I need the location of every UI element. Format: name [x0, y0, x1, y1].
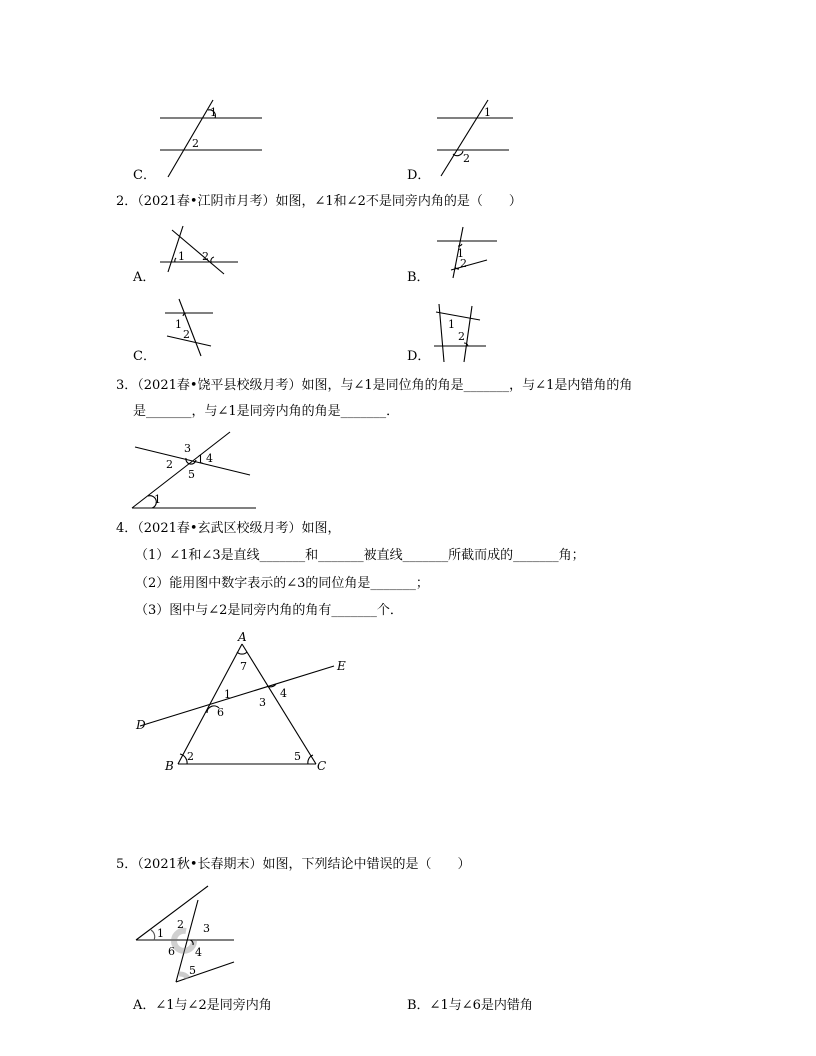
q3-angle-1-upper: 1: [197, 453, 204, 466]
q4-point-d: D: [136, 718, 146, 732]
q4-point-a: A: [238, 630, 247, 644]
q2c-angle-2: 2: [183, 328, 190, 341]
q4-point-e: E: [337, 659, 346, 673]
q3-figure: [130, 430, 260, 510]
q2-stem: 2．（2021春•江阴市月考）如图，∠1和∠2不是同旁内角的是（ ）: [116, 194, 522, 209]
q4-angle-4: 4: [280, 687, 287, 700]
q4-angle-6: 6: [217, 706, 224, 719]
q4-angle-2: 2: [187, 750, 194, 763]
q4-angle-1: 1: [224, 688, 231, 701]
q4-angle-7: 7: [240, 660, 247, 673]
q3-stem-line1: 3．（2021春•饶平县校级月考）如图，与∠1是同位角的角是_______，与∠1是内错角的角: [116, 378, 633, 393]
q5-angle-6: 6: [168, 945, 175, 958]
q4-sub3: （3）图中与∠2是同旁内角的角有_______个．: [135, 603, 403, 618]
q1-figure-c: [160, 98, 270, 178]
q4-sub1: （1）∠1和∠3是直线_______和_______被直线_______所截而成的_______角；: [135, 548, 585, 563]
q2-figure-c: [163, 298, 223, 358]
q5-angle-5: 5: [189, 964, 196, 977]
q2-figure-a: [158, 226, 240, 276]
q2-option-c[interactable]: C．: [133, 349, 156, 364]
q4-point-b: B: [165, 759, 174, 773]
q1-option-c[interactable]: C．: [133, 168, 156, 183]
q1d-angle-2: 2: [463, 152, 470, 165]
q1-option-d[interactable]: D．: [407, 168, 431, 183]
q4-angle-5: 5: [294, 750, 301, 763]
q2d-angle-1: 1: [448, 318, 455, 331]
q4-point-c: C: [317, 759, 327, 773]
q4-sub2: （2）能用图中数字表示的∠3的同位角是_______；: [135, 576, 429, 591]
q5-option-a[interactable]: A．∠1与∠2是同旁内角: [133, 998, 272, 1013]
q3-angle-3: 3: [184, 442, 191, 455]
q2b-angle-2: 2: [460, 257, 467, 270]
q1d-angle-1: 1: [484, 106, 491, 119]
q5-angle-2: 2: [177, 918, 184, 931]
q1c-angle-2: 2: [192, 137, 199, 150]
q5-angle-1: 1: [157, 927, 164, 940]
q5-option-b[interactable]: B．∠1与∠6是内错角: [407, 998, 533, 1013]
q5-stem: 5．（2021秋•长春期末）如图，下列结论中错误的是（ ）: [116, 857, 471, 872]
q2-figure-b: [437, 226, 501, 282]
q2-figure-d: [432, 302, 492, 364]
q2b-angle-1: 1: [457, 247, 464, 260]
q2-option-b[interactable]: B．: [407, 270, 430, 285]
q2a-angle-2: 2: [202, 250, 209, 263]
q4-angle-3: 3: [259, 696, 266, 709]
q3-angle-2: 2: [166, 458, 173, 471]
q4-stem: 4．（2021春•玄武区校级月考）如图，: [116, 521, 341, 536]
q4-triangle-figure: [130, 628, 360, 778]
q3-angle-1: 1: [154, 493, 161, 506]
q3-stem-line2: 是_______，与∠1是同旁内角的角是_______．: [133, 404, 400, 419]
q2d-angle-2: 2: [458, 330, 465, 343]
q5-angle-3: 3: [203, 922, 210, 935]
q3-angle-5: 5: [188, 468, 195, 481]
q1c-angle-1: 1: [210, 106, 217, 119]
q2a-angle-1: 1: [178, 250, 185, 263]
q2-option-d[interactable]: D．: [407, 349, 431, 364]
q3-angle-4: 4: [206, 452, 213, 465]
q2-option-a[interactable]: A．: [133, 270, 156, 285]
q5-figure: [130, 884, 240, 984]
q2c-angle-1: 1: [175, 318, 182, 331]
q5-angle-4: 4: [195, 946, 202, 959]
q1-figure-d: [437, 98, 517, 178]
